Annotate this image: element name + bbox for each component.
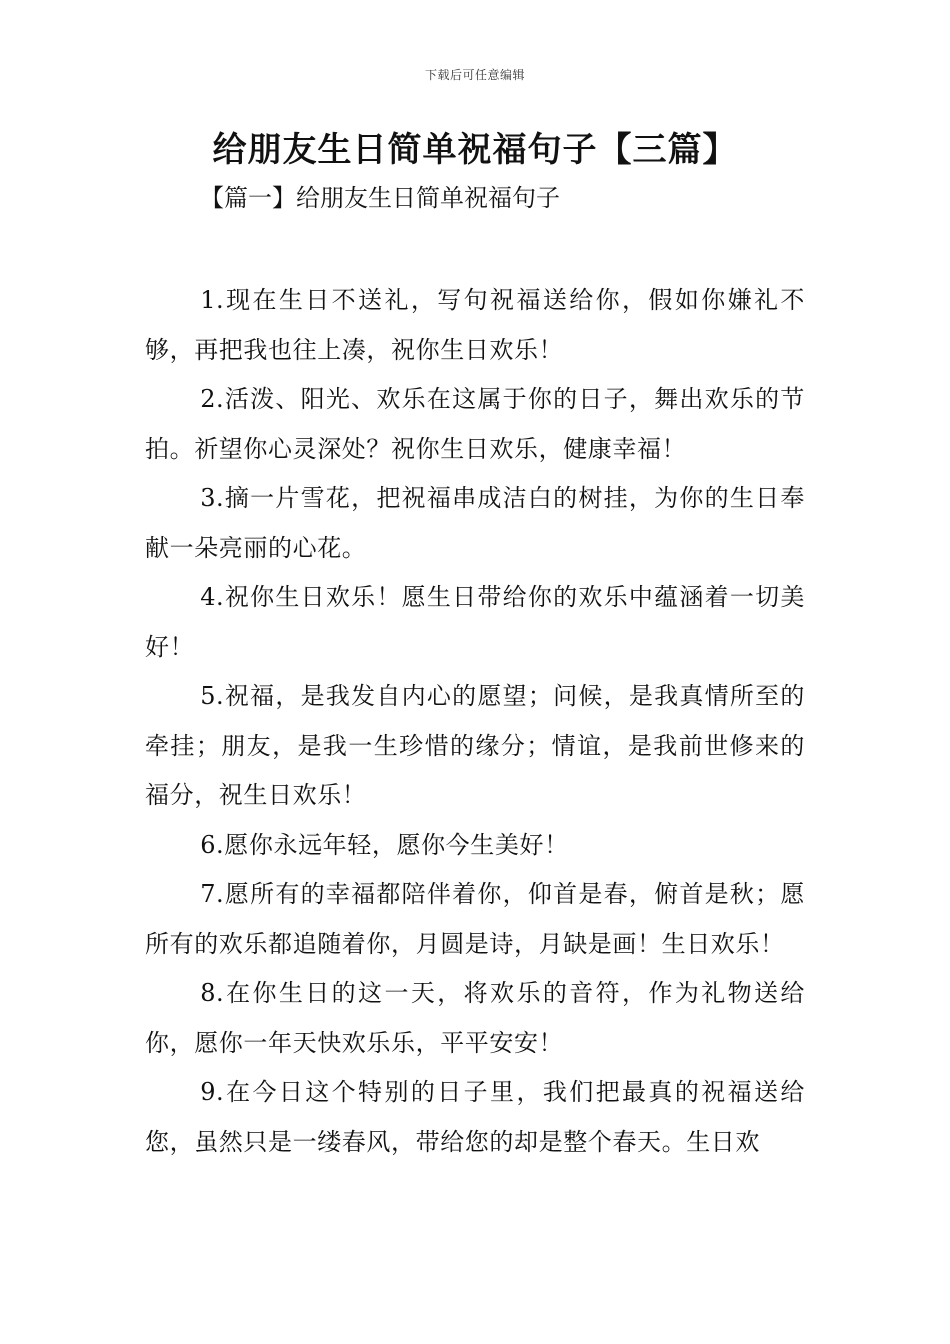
paragraph-8: 8.在你生日的这一天，将欢乐的音符，作为礼物送给你，愿你一年天快欢乐乐，平平安安！ [145, 979, 805, 1057]
paragraph-5: 5.祝福，是我发自内心的愿望；问候，是我真情所至的牵挂；朋友，是我一生珍惜的缘分；情谊，是我前世修来的福分，祝生日欢乐！ [145, 682, 805, 809]
paragraph-6: 6.愿你永远年轻，愿你今生美好！ [200, 830, 569, 859]
paragraph-7: 7.愿所有的幸福都陪伴着你，仰首是春，俯首是秋；愿所有的欢乐都追随着你，月圆是诗，月缺是画！生日欢乐！ [145, 880, 805, 958]
document-body [145, 276, 805, 1167]
paragraph-4: 4.祝你生日欢乐！愿生日带给你的欢乐中蕴涵着一切美好！ [145, 583, 805, 661]
header-note: 下载后可任意编辑 [424, 68, 525, 82]
paragraph-9: 9.在今日这个特别的日子里，我们把最真的祝福送给您，虽然只是一缕春风，带给您的却是整个春天。生日欢 [145, 1078, 805, 1156]
paragraph-1: 1.现在生日不送礼，写句祝福送给你，假如你嫌礼不够，再把我也往上凑，祝你生日欢乐！ [145, 286, 805, 364]
section-heading: 【篇一】给朋友生日简单祝福句子 [200, 184, 560, 212]
paragraph-2: 2.活泼、阳光、欢乐在这属于你的日子，舞出欢乐的节拍。祈望你心灵深处？祝你生日欢乐，健康幸福！ [145, 385, 805, 463]
document-title: 给朋友生日简单祝福句子【三篇】 [212, 130, 738, 170]
paragraph-3: 3.摘一片雪花，把祝福串成洁白的树挂，为你的生日奉献一朵亮丽的心花。 [145, 484, 805, 562]
